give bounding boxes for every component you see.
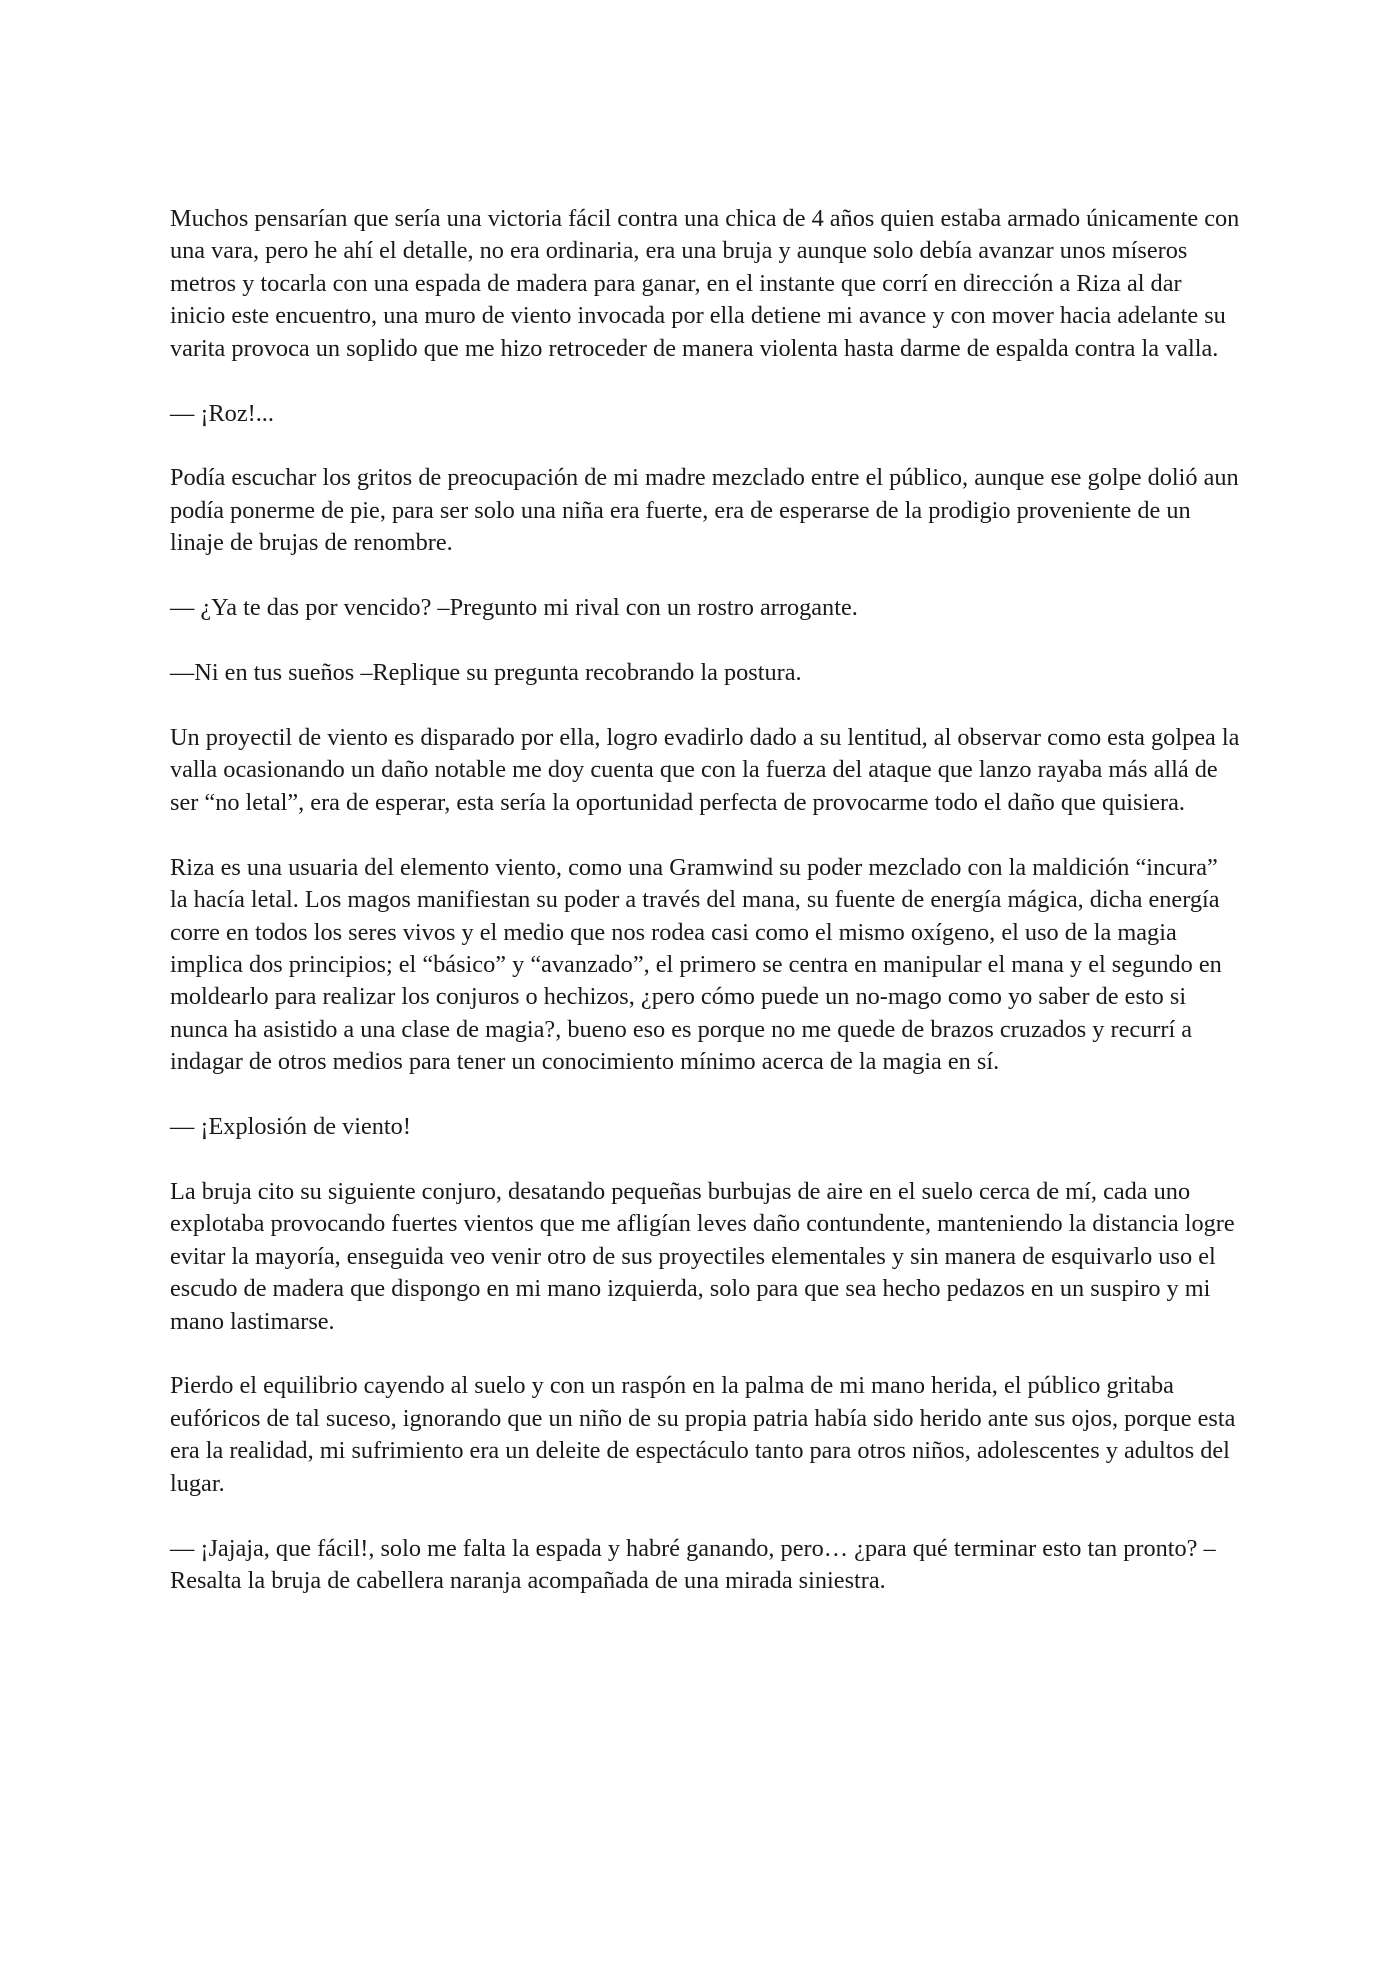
document-body xyxy=(170,203,1240,1630)
paragraph: Podía escuchar los gritos de preocupación de mi madre mezclado entre el público, aunque ese golpe dolió aun podía ponerme de pie, para ser solo una niña era fuerte, era de esperarse de la prodigio proveniente de un linaje de brujas de renombre. xyxy=(170,464,1239,557)
paragraph: Pierdo el equilibrio cayendo al suelo y con un raspón en la palma de mi mano herida, el público gritaba eufóricos de tal suceso, ignorando que un niño de su propia patria había sido herido ante sus ojos, porque esta era la realidad, mi sufrimiento era un deleite de espectáculo tanto para otros niños, adolescentes y adultos del lugar. xyxy=(170,1372,1236,1497)
paragraph: Riza es una usuaria del elemento viento, como una Gramwind su poder mezclado con la maldición “incura” la hacía letal. Los magos manifiestan su poder a través del mana, su fuente de energía mágica, dicha energía corre en todos los seres vivos y el medio que nos rodea casi como el mismo oxígeno, el uso de la magia implica dos principios; el “básico” y “avanzado”, el primero se centra en manipular el mana y el segundo en moldearlo para realizar los conjuros o hechizos, ¿pero cómo puede un no-mago como yo saber de esto si nunca ha asistido a una clase de magia?, bueno eso es porque no me quede de brazos cruzados y recurrí a indagar de otros medios para tener un conocimiento mínimo acerca de la magia en sí. xyxy=(170,853,1222,1076)
paragraph: La bruja cito su siguiente conjuro, desatando pequeñas burbujas de aire en el suelo cerca de mí, cada uno explotaba provocando fuertes vientos que me afligían leves daño contundente, manteniendo la distancia logre evitar la mayoría, enseguida veo venir otro de sus proyectiles elementales y sin manera de esquivarlo uso el escudo de madera que dispongo en mi mano izquierda, solo para que sea hecho pedazos en un suspiro y mi mano lastimarse. xyxy=(170,1177,1235,1335)
paragraph: Un proyectil de viento es disparado por ella, logro evadirlo dado a su lentitud, al observar como esta golpea la valla ocasionando un daño notable me doy cuenta que con la fuerza del ataque que lanzo rayaba más allá de ser “no letal”, era de esperar, esta sería la oportunidad perfecta de provocarme todo el daño que quisiera. xyxy=(170,723,1240,816)
paragraph: Muchos pensarían que sería una victoria fácil contra una chica de 4 años quien estaba armado únicamente con una vara, pero he ahí el detalle, no era ordinaria, era una bruja y aunque solo debía avanzar unos míseros metros y tocarla con una espada de madera para ganar, en el instante que corrí en dirección a Riza al dar inicio este encuentro, una muro de viento invocada por ella detiene mi avance y con mover hacia adelante su varita provoca un soplido que me hizo retroceder de manera violenta hasta darme de espalda contra la valla. xyxy=(170,205,1240,362)
dialogue-line: — ¡Jajaja, que fácil!, solo me falta la espada y habré ganando, pero… ¿para qué terminar esto tan pronto? –Resalta la bruja de cabellera naranja acompañada de una mirada siniestra. xyxy=(170,1534,1216,1594)
dialogue-line: — ¡Explosión de viento! xyxy=(170,1113,411,1141)
dialogue-line: — ¡Roz!... xyxy=(170,399,274,427)
dialogue-line: — ¿Ya te das por vencido? –Pregunto mi rival con un rostro arrogante. xyxy=(170,594,858,622)
dialogue-line: —Ni en tus sueños –Replique su pregunta recobrando la postura. xyxy=(170,659,802,687)
